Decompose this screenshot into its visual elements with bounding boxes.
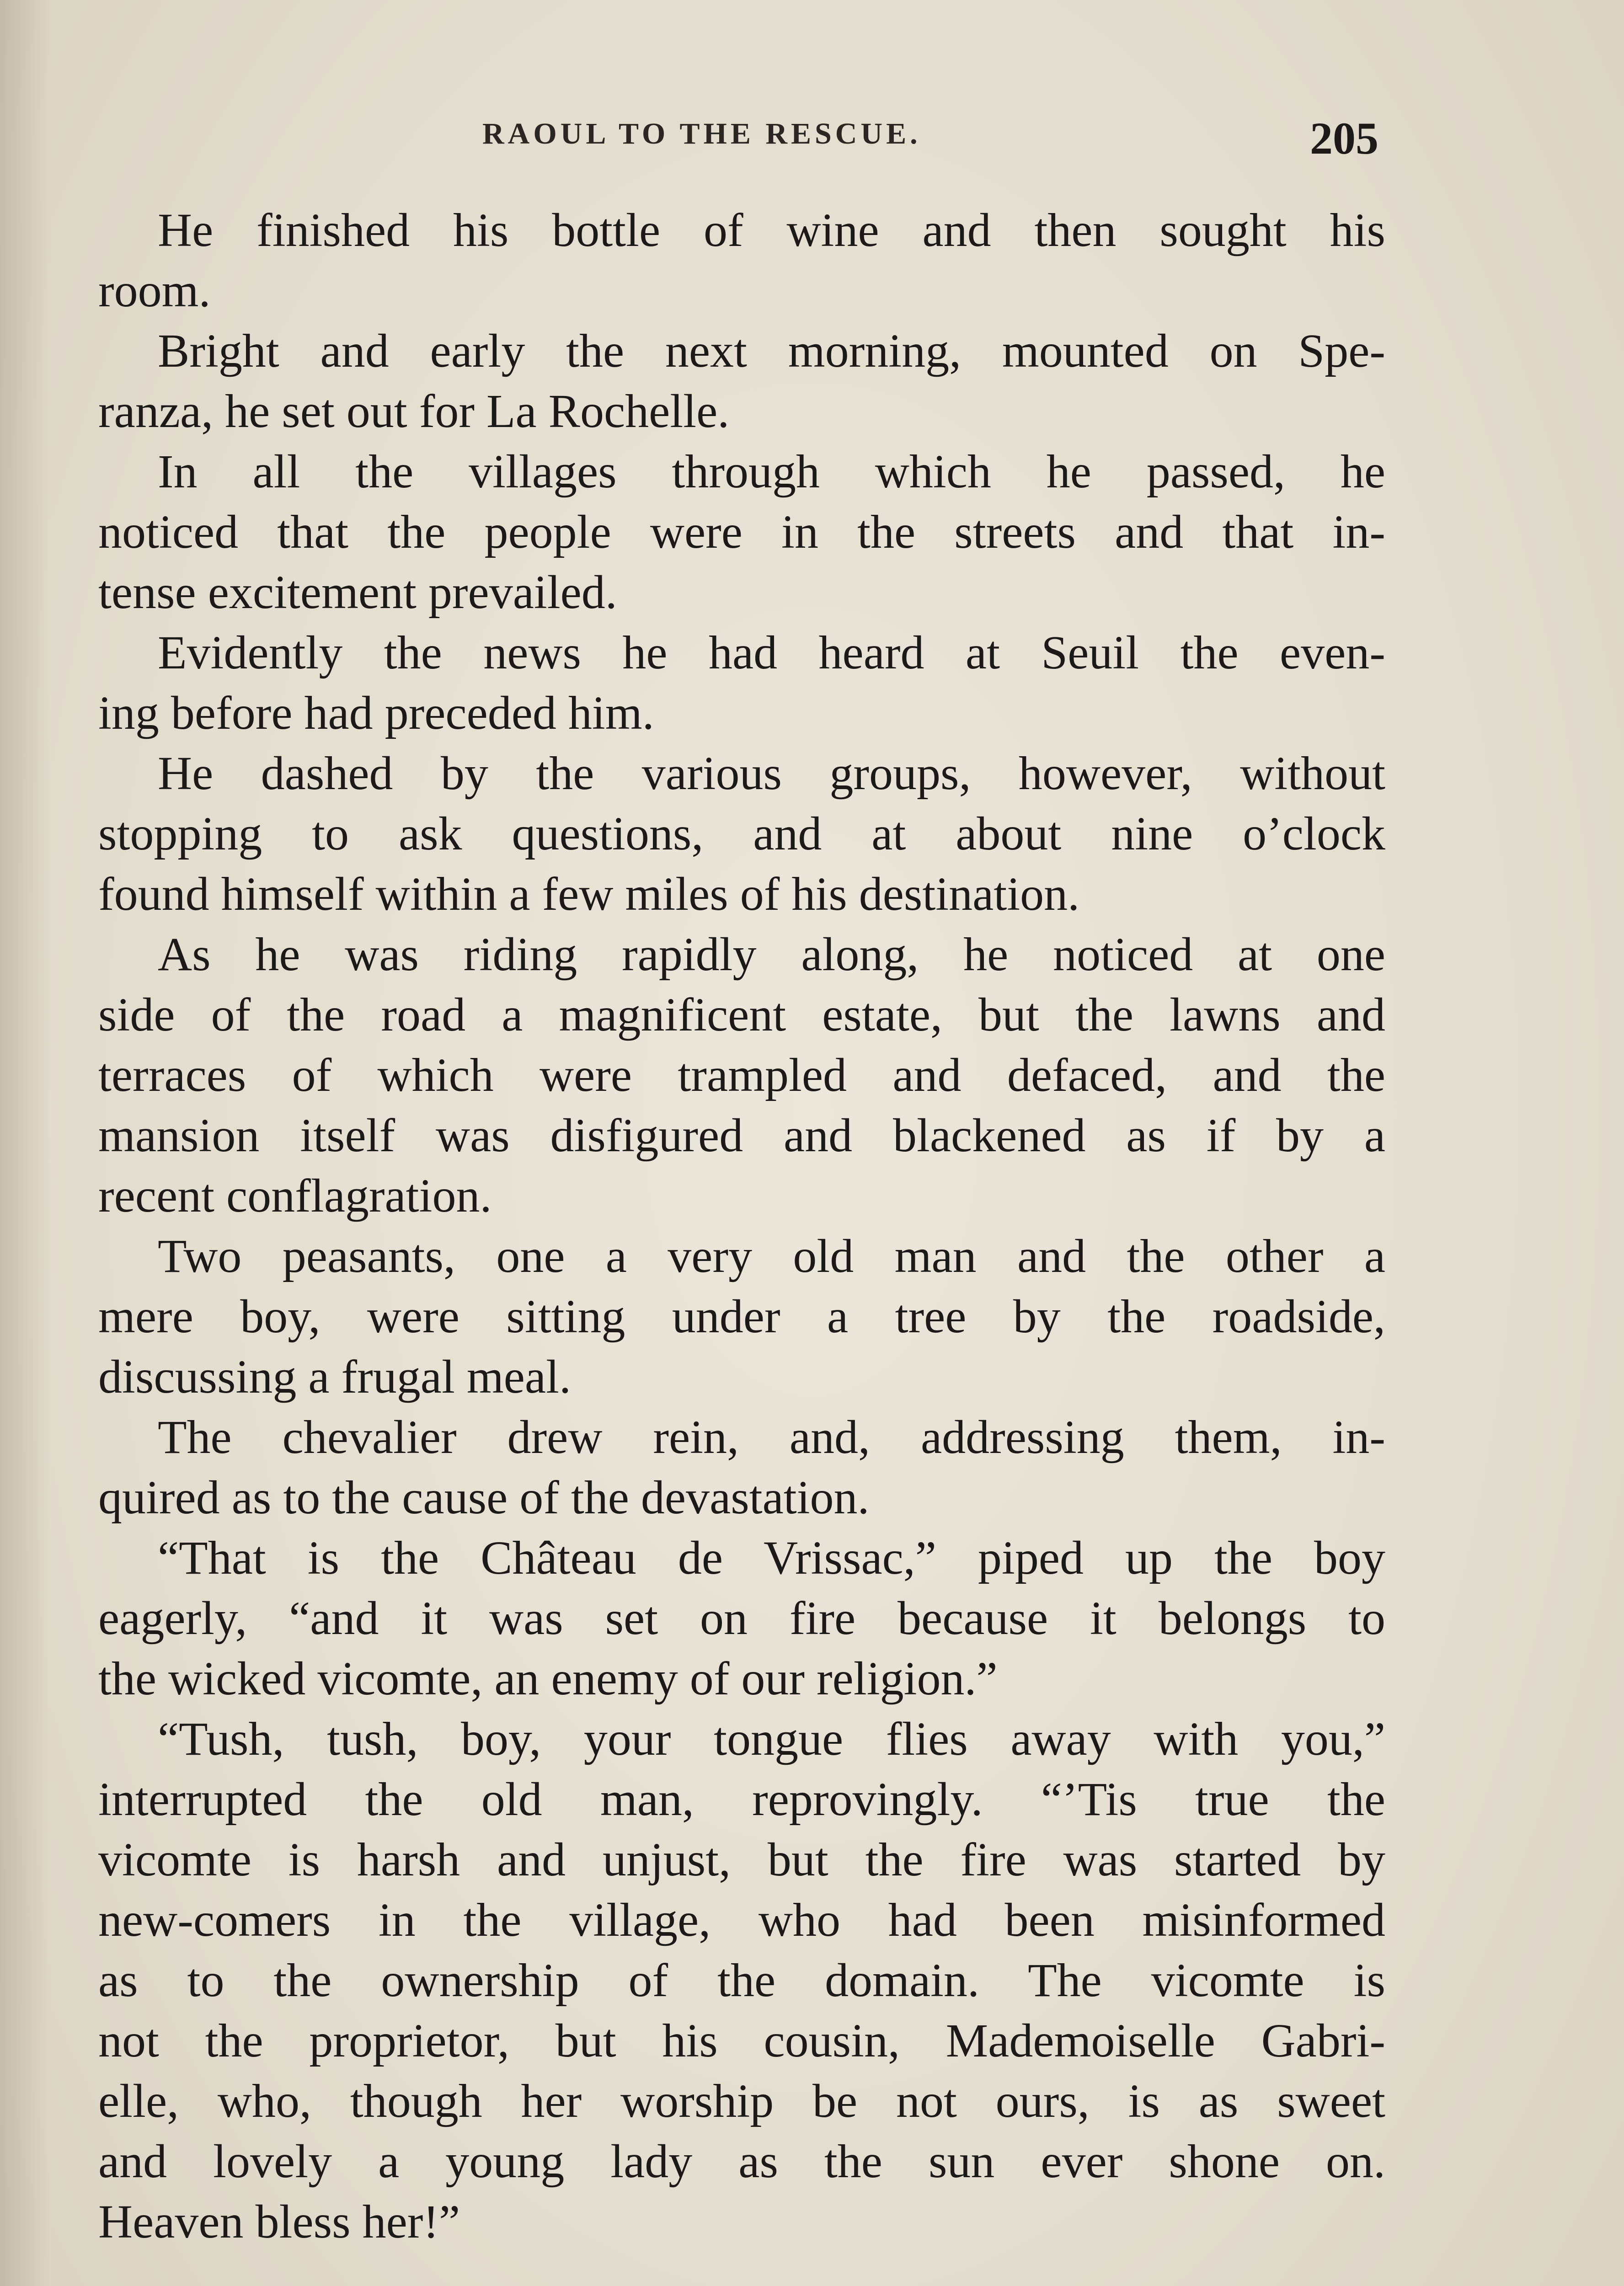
page-number: 205: [1310, 113, 1378, 164]
body-text: [98, 200, 1385, 2252]
text-line: As he was riding rapidly along, he noticed at one: [158, 928, 1385, 981]
text-line: mere boy, were sitting under a tree by the roadside,: [98, 1290, 1385, 1343]
text-line: eagerly, “and it was set on fire because it belongs to: [98, 1592, 1385, 1645]
text-line: discussing a frugal meal.: [98, 1351, 571, 1403]
text-line: quired as to the cause of the devastation.: [98, 1471, 870, 1524]
text-line: Heaven bless her!”: [98, 2195, 460, 2248]
text-line: room.: [98, 264, 211, 317]
text-line: not the proprietor, but his cousin, Mademoiselle Gabri-: [98, 2014, 1385, 2067]
text-line: Bright and early the next morning, mounted on Spe-: [158, 325, 1385, 377]
text-line: found himself within a few miles of his destination.: [98, 868, 1080, 920]
text-line: The chevalier drew rein, and, addressing them, in-: [158, 1411, 1385, 1463]
text-line: terraces of which were trampled and defaced, and the: [98, 1049, 1385, 1101]
text-line: interrupted the old man, reprovingly. “’Tis true the: [98, 1773, 1385, 1826]
text-line: stopping to ask questions, and at about nine o’clock: [98, 807, 1385, 860]
text-line: noticed that the people were in the streets and that in-: [98, 506, 1385, 558]
text-line: recent conflagration.: [98, 1170, 492, 1222]
text-line: “Tush, tush, boy, your tongue flies away with you,”: [158, 1713, 1385, 1765]
text-line: vicomte is harsh and unjust, but the fire was started by: [98, 1833, 1385, 1886]
running-head-title: RAOUL TO THE RESCUE.: [482, 117, 921, 150]
text-line: and lovely a young lady as the sun ever shone on.: [98, 2135, 1385, 2188]
text-line: new-comers in the village, who had been misinformed: [98, 1894, 1385, 1946]
text-line: side of the road a magnificent estate, but the lawns and: [98, 988, 1385, 1041]
text-line: the wicked vicomte, an enemy of our religion.”: [98, 1652, 998, 1705]
text-line: as to the ownership of the domain. The vicomte is: [98, 1954, 1385, 2007]
text-line: tense excitement prevailed.: [98, 566, 617, 619]
text-line: He finished his bottle of wine and then sought his: [158, 204, 1385, 256]
text-line: He dashed by the various groups, however, without: [158, 747, 1385, 800]
text-line: In all the villages through which he passed, he: [158, 445, 1385, 498]
text-line: ing before had preceded him.: [98, 687, 654, 739]
text-line: elle, who, though her worship be not ours, is as sweet: [98, 2075, 1385, 2127]
text-line: Two peasants, one a very old man and the other a: [158, 1230, 1385, 1282]
text-line: “That is the Château de Vrissac,” piped up the boy: [158, 1532, 1385, 1584]
text-line: ranza, he set out for La Rochelle.: [98, 385, 730, 438]
text-line: mansion itself was disfigured and blackened as if by a: [98, 1109, 1385, 1162]
text-line: Evidently the news he had heard at Seuil the even-: [158, 626, 1385, 679]
